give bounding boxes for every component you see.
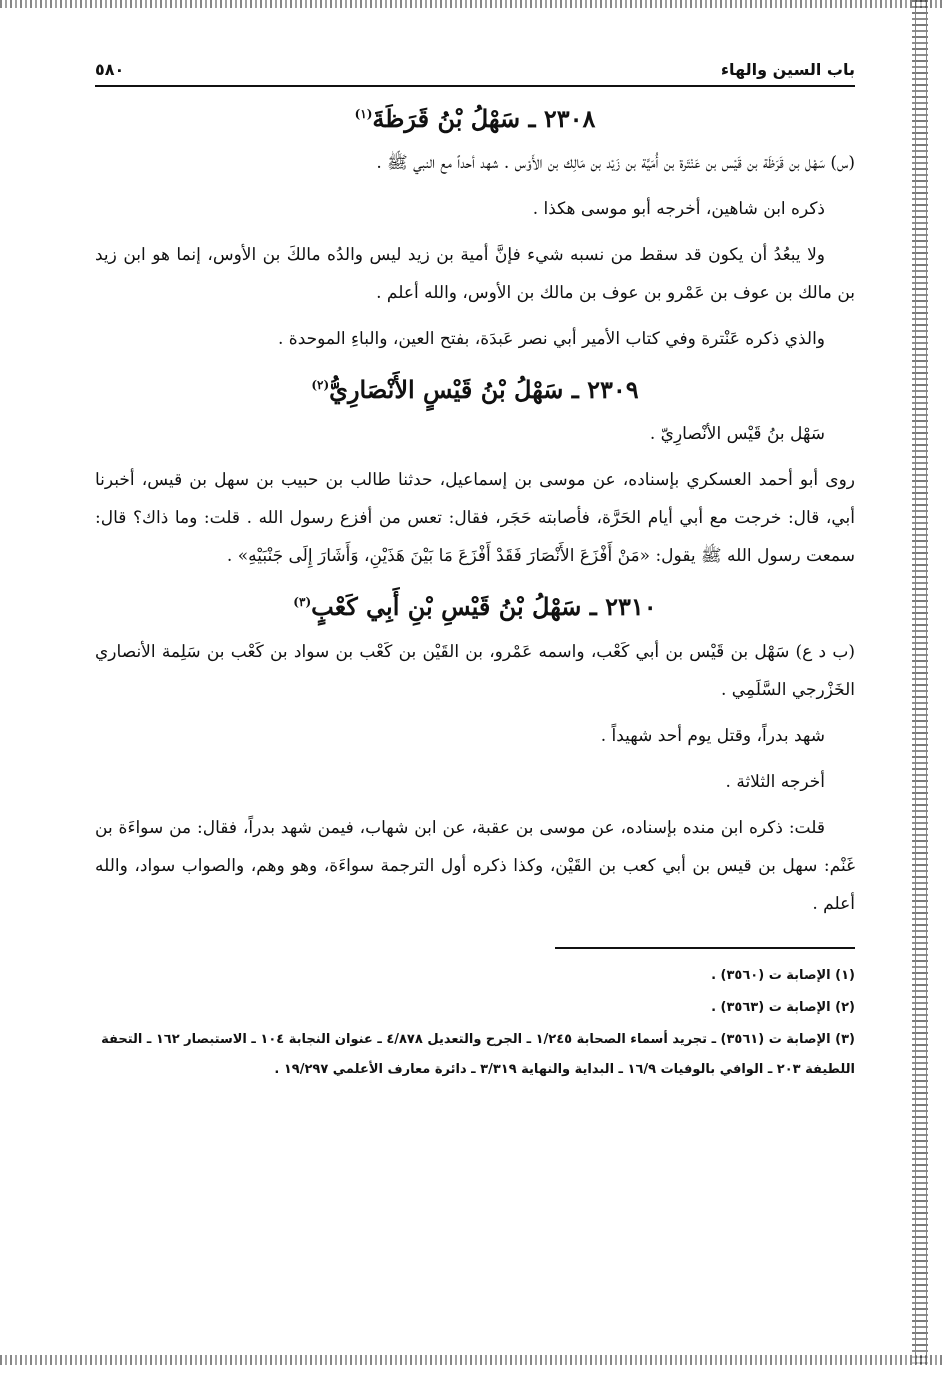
footnote: (٣) الإصابة ت (٣٥٦١) ـ تجريد أسماء الصحابة ١/٢٤٥ ـ الجرح والتعديل ٤/٨٧٨ ـ عنوان النجابة ١٠٤ ـ الاستبصار ١٦٢ ـ التحفة اللطيفة ٢٠٣ ـ الوافي بالوفيات ١٦/٩ ـ البداية والنهاية ٣/٣١٩ ـ دائرة معارف الأعلمي ١٩/٢٩٧ . (101, 1031, 855, 1077)
entry-title: ٢٣٠٨ ـ سَهْلُ بْنُ قَرَظَةَ$^{(١)}$ (354, 104, 596, 133)
entry-paragraph: (س) سَهْل بن قَرَظَة بن قَيْس بن عَنْتَرة بن أُمَيَّة بن زَيْد بن مَالِك بن الأَوْس . شهد أحداً مع النبي ﷺ . (376, 153, 855, 174)
entry-2310 (95, 591, 855, 922)
entry-title: ٢٣١٠ ـ سَهْلُ بْنُ قَيْسِ بْنِ أَبِي كَعْبٍ$^{(٣)}$ (293, 592, 657, 622)
entry-paragraph: قلت: ذكره ابن منده بإسناده، عن موسى بن عقبة، عن ابن شهاب، فيمن شهد بدراً، فقال: من سواءَة بن غَنْم: سهل بن قيس بن أبي كعب بن القَيْن، وكذا ذكره أول الترجمة سواءَة، وهو وهم، والصواب سواد، والله أعلم . (95, 817, 855, 914)
entry-title: ٢٣٠٩ ـ سَهْلُ بْنُ قَيْسٍ الأَنْصَارِيُّ$^{(٢)}$ (311, 375, 639, 405)
page-body (95, 60, 855, 1087)
top-border-ornament (0, 0, 942, 8)
page-number: ٥٨٠ (95, 60, 125, 79)
entry-paragraph: والذي ذكره عَنْترة وفي كتاب الأمير أبي نصر عَبدَة، بفتح العين، والباءِ الموحدة . (277, 329, 825, 350)
entry-paragraph: شهد بدراً، وقتل يوم أحد شهيداً . (600, 725, 825, 746)
side-border-ornament (912, 0, 928, 1365)
footnote: (٢) الإصابة ت (٣٥٦٣) . (711, 999, 855, 1015)
entry-paragraph: أخرجه الثلاثة . (725, 771, 825, 792)
entry-paragraph: روى أبو أحمد العسكري بإسناده، عن موسى بن إسماعيل، حدثنا طالب بن حبيب بن سهل بن قيس، أخبرنا أبي، قال: خرجت مع أبي أيام الحَرَّة، فأصابته حَجَر، فقال: تعس من أفزع رسول الله . قلت: وما ذاك؟ قال: سمعت رسول الله ﷺ يقول: «مَنْ أَفْزَعَ الأَنْصَارَ فَقَدْ أَفْزَعَ مَا بَيْنَ هَذَيْنِ، وَأَشَارَ إِلَى جَنْبَيْهِ» . (95, 470, 855, 567)
bottom-border-ornament (0, 1355, 942, 1365)
entry-paragraph: سَهْل بنُ قَيْس الأنْصارِيّ . (649, 424, 825, 445)
running-header (95, 60, 855, 87)
footnote-ref: (١) (354, 107, 373, 121)
entry-paragraph: (ب د ع) سَهْل بن قَيْس بن أبي كَعْب، واسمه عَمْرو، بن القَيْن بن كَعْب بن سواد بن كَعْب بن سَلِمة الأنصاري الخَزْرجي السَّلَمِي . (95, 641, 855, 700)
section-title: باب السين والهاء (720, 60, 855, 79)
footnote-separator (555, 947, 855, 949)
footnote-ref: (٢) (311, 378, 330, 393)
footnote-ref: (٣) (293, 595, 312, 610)
entry-paragraph: ولا يبعُدُ أن يكون قد سقط من نسبه شيء فإنَّ أمية بن زيد ليس والدُه مالكَ بن الأوس، إنما هو ابن زيد بن مالك بن عوف بن عَمْرو بن عوف بن مالك بن الأوس، والله أعلم . (95, 245, 855, 304)
footnotes (95, 961, 855, 1085)
entry-2308 (95, 103, 855, 358)
entry-paragraph: ذكره ابن شاهين، أخرجه أبو موسى هكذا . (532, 199, 825, 220)
footnote: (١) الإصابة ت (٣٥٦٠) . (711, 967, 855, 983)
entry-2309 (95, 374, 855, 575)
